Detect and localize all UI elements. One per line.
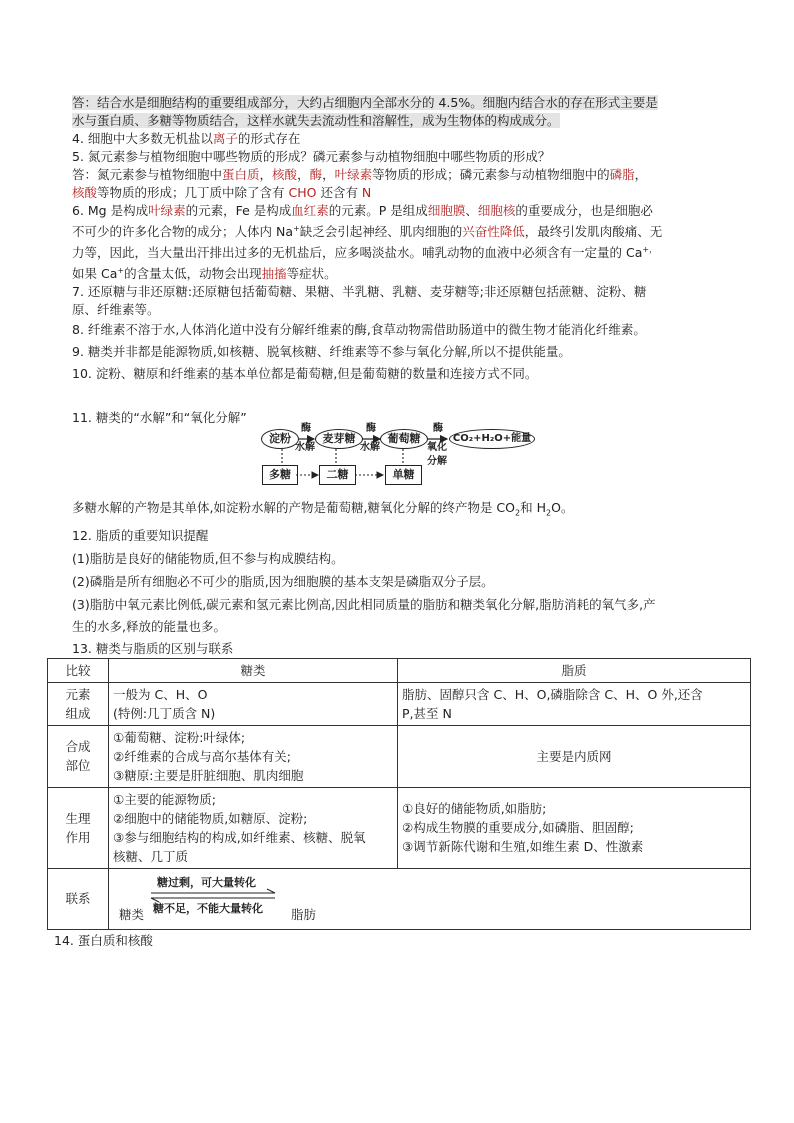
item-12-point-2: (2)磷脂是所有细胞必不可少的脂质,因为细胞膜的基本支架是磷脂双分子层。 [72,573,494,589]
table-header-row: 比较 糖类 脂质 [48,658,751,682]
node-products: CO₂+H₂O+能量 [449,429,535,449]
table-row: 元素 组成 一般为 C、H、O (特例:几丁质含 N) 脂肪、固醇只含 C、H、O,磷脂除含 C、H、O 外,还含 P,甚至 N [48,682,751,725]
item-12-point-1: (1)脂肪是良好的储能物质,但不参与构成膜结构。 [72,550,344,566]
table-row: 生理 作用 ①主要的能源物质; ②细胞中的储能物质,如糖原、淀粉; ③参与细胞结构的构成,如纤维素、核糖、脱氧 核糖、几丁质 ①良好的储能物质,如脂肪; ②构成生物膜的重要成分,如磷脂、胆固醇; ③调节新陈代谢和生殖,如维生素 D、性激素 [48,787,751,868]
item-12-title: 12. 脂质的重要知识提醒 [72,527,209,543]
node-maltose: 麦芽糖 [315,429,363,449]
sugar-hydrolysis-diagram: 淀粉 麦芽糖 葡萄糖 CO₂+H₂O+能量 酶 水解 酶 水解 酶 氧化 分解 多糖 二糖 单糖 [0,427,794,487]
node-glucose: 葡萄糖 [380,429,428,449]
relation-fat: 脂肪 [291,906,317,922]
node-disaccharide: 二糖 [319,465,356,485]
item-4: 4. 细胞中大多数无机盐以离子的形式存在 [72,131,301,146]
item-9: 9. 糖类并非都是能源物质,如核糖、脱氧核糖、纤维素等不参与氧化分解,所以不提供能量。 [72,344,571,360]
item-5-answer: 答：氮元素参与植物细胞中蛋白质，核酸，酶，叶绿素等物质的形成；磷元素参与动植物细胞中的磷脂， [72,167,648,182]
paragraph-bound-water [72,94,732,112]
sugar-fat-conversion [113,871,746,927]
document-page: 答：结合水是细胞结构的重要组成部分，大约占细胞内全部水分的 4.5%。细胞内结合水的存在形式主要是 水与蛋白质、多糖等物质结合，这样水就失去流动性和溶解性，成为生物体的构成成分。 4. 细胞中大多数无机盐以离子的形式存在 5. 氮元素参与植物细胞中哪些物质的形成？磷元素参与动植物细胞中哪些物质的形成？ 答：氮元素参与植物细胞中蛋白质，核酸，酶，叶绿素等物质的形成；磷元素参与动植物细胞中的磷脂， 核酸等物质的形成；几丁质中除了含有 CHO 还含有 N 6. Mg 是构成叶绿素的元素，Fe 是构成血红素的元素。P 是组成细胞膜、细胞核的重要成分，也是细胞必 不可少的许多化合物的成分；人体内 Na+缺乏会引起神经、肌肉细胞的兴奋性降低，最终引发肌肉酸痛、无 力等，因此，当大量出汗排出过多的无机盐后，应多喝淡盐水。哺乳动物的血液中必须含有一定量的 Ca+， 如果 Ca+的含量太低，动物会出现抽搐等症状。 7. 还原糖与非还原糖:还原糖包括葡萄糖、果糖、半乳糖、乳糖、麦芽糖等;非还原糖包括蔗糖、淀粉、糖 原、纤维素等。 8. 纤维素不溶于水,人体消化道中没有分解纤维素的酶,食草动物需借助肠道中的微生物才能消化纤维素。 9. 糖类并非都是能源物质,如核糖、脱氧核糖、纤维素等不参与氧化分解,所以不提供能量。 10. 淀粉、糖原和纤维素的基本单位都是葡萄糖,但是葡萄糖的数量和连接方式不同。 11. 糖类的“水解”和“氧化分解” 淀粉 麦芽糖 葡萄糖 CO₂+H₂O+能量 酶 水解 酶 水解 酶 氧化 分解 多糖 二糖 单糖 多糖水解的产物是其单体,如淀粉水解的产物是葡萄糖,糖氧化分解的终产物是 $CO_2$和 $H_2O$。 12. 脂质的重要知识提醒 (1)脂肪是良好的储能物质,但不参与构成膜结构。 (2)磷脂是所有细胞必不可少的脂质,因为细胞膜的基本支架是磷脂双分子层。 (3)脂肪中氧元素比例低,碳元素和氢元素比例高,因此相同质量的脂肪和糖类氧化分解,脂肪消耗的氧气多,产 生的水多,释放的能量也多。 13. 糖类与脂质的区别与联系 比较 糖类 脂质 元素 组成 一般为 C、H、O (特例:几丁质含 N) 脂肪、固醇只含 C、H、O,磷脂除含 C、H、O 外,还含 P,甚至 N 合成 部位 ①葡萄糖、淀粉:叶绿体; ②纤维素的合成与高尔基体有关; ③糖原:主要是肝脏细胞、肌肉细胞 主要是内质网 生理 作用 ①主要的能源物质; ②细胞中的储能物质,如糖原、淀粉; ③参与细胞结构的构成,如纤维素、核糖、脱氧 核糖、几丁质 ①良好的储能物质,如脂肪; ②构成生物膜的重要成分,如磷脂、胆固醇; ③调节新陈代谢和生殖,如维生素 D、性激素 联系 糖类 糖过剩，可大量转化 糖不足，不能大量转化 脂肪 14. 蛋白质和核酸 [72,94,732,950]
relation-bottom-label: 糖不足，不能大量转化 [153,901,263,915]
item-13-title: 13. 糖类与脂质的区别与联系 [72,640,234,656]
item-14-title: 14. 蛋白质和核酸 [54,932,153,948]
item-12-point-3: (3)脂肪中氧元素比例低,碳元素和氢元素比例高,因此相同质量的脂肪和糖类氧化分解,脂肪消耗的氧气多,产 [72,596,656,612]
item-8: 8. 纤维素不溶于水,人体消化道中没有分解纤维素的酶,食草动物需借助肠道中的微生物才能消化纤维素。 [72,322,646,338]
item-6: 6. Mg 是构成叶绿素的元素，Fe 是构成血红素的元素。P 是组成细胞膜、细胞核的重要成分，也是细胞必 [72,203,653,218]
item-11-summary: 多糖水解的产物是其单体,如淀粉水解的产物是葡萄糖,糖氧化分解的终产物是 $CO_2$和 $H_2O$。 [72,500,574,518]
table-row: 合成 部位 ①葡萄糖、淀粉:叶绿体; ②纤维素的合成与高尔基体有关; ③糖原:主要是肝脏细胞、肌肉细胞 主要是内质网 [48,725,751,787]
item-10: 10. 淀粉、糖原和纤维素的基本单位都是葡萄糖,但是葡萄糖的数量和连接方式不同。 [72,366,538,382]
comparison-table [47,658,751,930]
table-row: 联系 糖类 糖过剩，可大量转化 糖不足，不能大量转化 脂肪 [48,868,751,929]
answer-text-1: 答：结合水是细胞结构的重要组成部分，大约占细胞内全部水分的 4.5%。细胞内结合水的存在形式主要是 [72,95,658,110]
node-monosaccharide: 单糖 [385,465,422,485]
node-polysaccharide: 多糖 [262,465,298,485]
item-11-title: 11. 糖类的“水解”和“氧化分解” [72,410,247,426]
node-starch: 淀粉 [261,429,299,449]
item-7: 7. 还原糖与非还原糖:还原糖包括葡萄糖、果糖、半乳糖、乳糖、麦芽糖等;非还原糖包括蔗糖、淀粉、糖 [72,284,647,300]
answer-text-2: 水与蛋白质、多糖等物质结合，这样水就失去流动性和溶解性，成为生物体的构成成分。 [72,113,560,128]
item-5-question: 5. 氮元素参与植物细胞中哪些物质的形成？磷元素参与动植物细胞中哪些物质的形成？ [72,149,551,164]
relation-sugar: 糖类 [119,906,145,922]
relation-top-label: 糖过剩，可大量转化 [157,875,256,889]
